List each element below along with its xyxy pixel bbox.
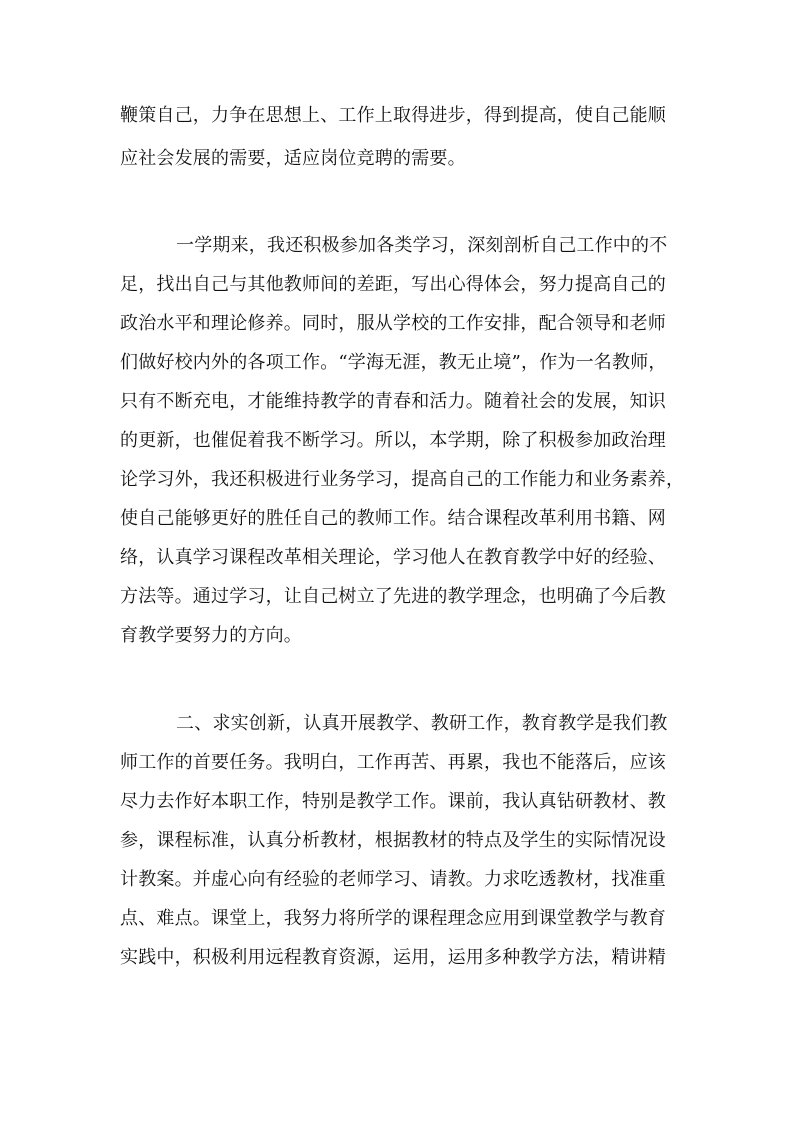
paragraph-3-line-6: 点、难点。课堂上，我努力将所学的课程理念应用到课堂教学与教育 (120, 908, 666, 929)
paragraph-2-line-10: 方法等。通过学习，让自己树立了先进的教学理念，也明确了今后教 (120, 586, 666, 607)
paragraph-2-line-4: 们做好校内外的各项工作。“学海无涯，教无止境”，作为一名教师， (120, 352, 667, 373)
paragraph-2-line-2: 足，找出自己与其他教师间的差距，写出心得体会，努力提高自己的 (120, 274, 666, 295)
paragraph-2-line-8: 使自己能够更好的胜任自己的教师工作。结合课程改革利用书籍、网 (120, 508, 666, 529)
paragraph-2-line-1: 一学期来，我还积极参加各类学习，深刻剖析自己工作中的不 (176, 235, 668, 256)
paragraph-3-line-2: 师工作的首要任务。我明白，工作再苦、再累，我也不能落后，应该 (120, 752, 666, 773)
paragraph-2-line-11: 育教学要努力的方向。 (120, 625, 302, 646)
paragraph-3-line-1: 二、求实创新，认真开展教学、教研工作，教育教学是我们教 (176, 713, 668, 734)
paragraph-3-line-5: 计教案。并虚心向有经验的老师学习、请教。力求吃透教材，找准重 (120, 869, 666, 890)
paragraph-3-line-7: 实践中，积极利用远程教育资源，运用，运用多种教学方法，精讲精 (120, 947, 666, 968)
paragraph-1-line-2: 应社会发展的需要，适应岗位竞聘的需要。 (120, 148, 466, 169)
paragraph-2-line-3: 政治水平和理论修养。同时，服从学校的工作安排，配合领导和老师 (120, 313, 666, 334)
paragraph-3-line-4: 参，课程标准，认真分析教材，根据教材的特点及学生的实际情况设 (120, 830, 666, 851)
paragraph-2-line-7: 论学习外，我还积极进行业务学习，提高自己的工作能力和业务素养， (120, 469, 685, 490)
paragraph-1-line-1: 鞭策自己，力争在思想上、工作上取得进步，得到提高，使自己能顺 (120, 105, 666, 126)
paragraph-2-line-6: 的更新，也催促着我不断学习。所以，本学期，除了积极参加政治理 (120, 430, 666, 451)
paragraph-2-line-9: 络，认真学习课程改革相关理论，学习他人在教育教学中好的经验、 (120, 547, 666, 568)
paragraph-3-line-3: 尽力去作好本职工作，特别是教学工作。课前，我认真钻研教材、教 (120, 791, 666, 812)
paragraph-2-line-5: 只有不断充电，才能维持教学的青春和活力。随着社会的发展，知识 (120, 391, 666, 412)
